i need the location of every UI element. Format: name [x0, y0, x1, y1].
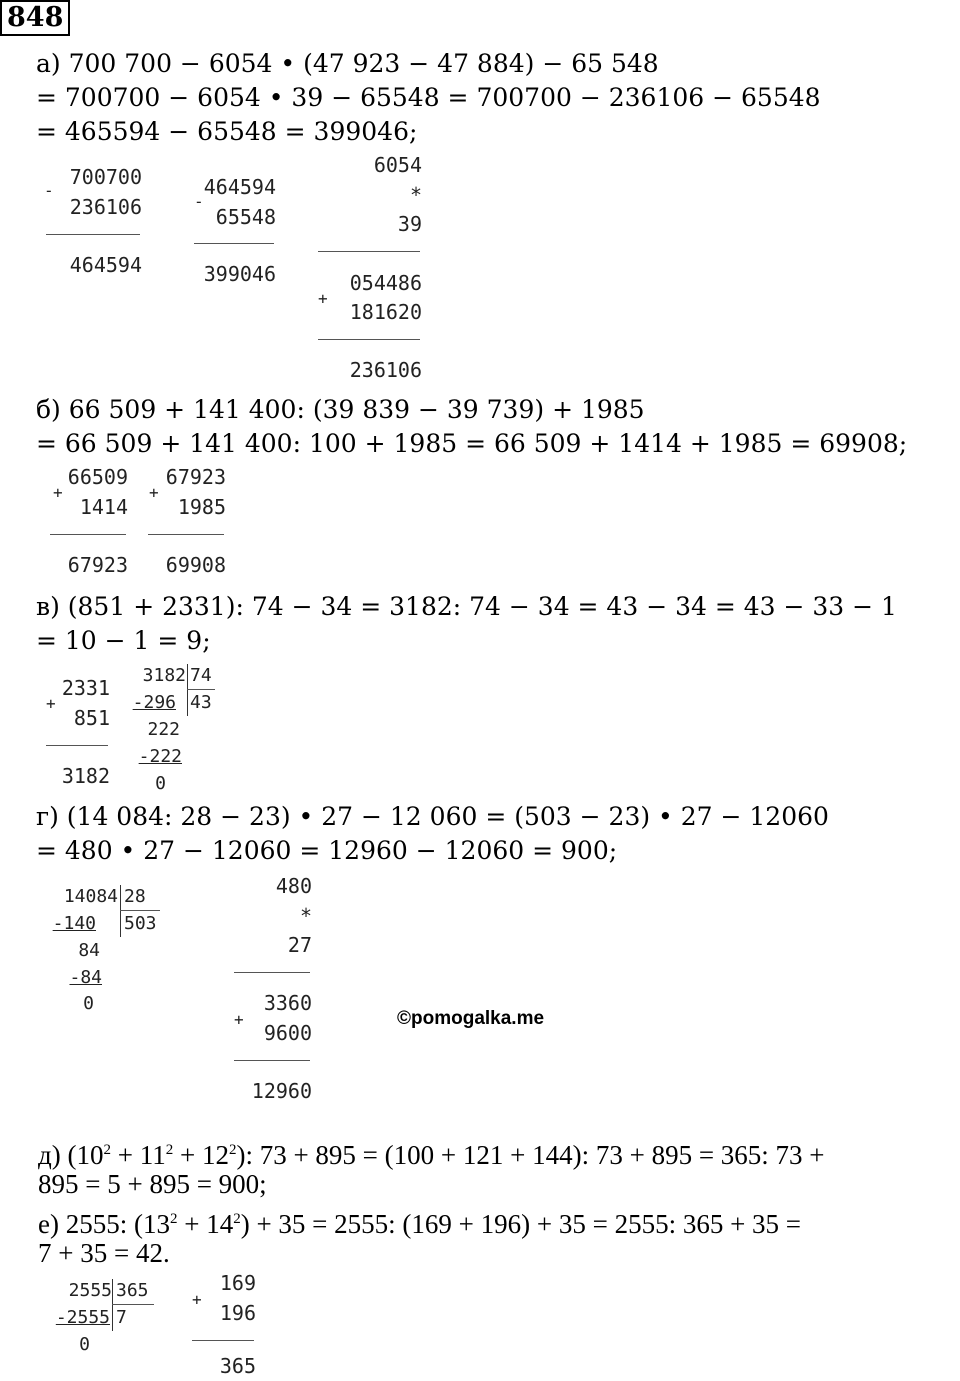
- result: 464594: [69, 253, 142, 277]
- operand: 851: [73, 706, 110, 730]
- remainder-step: 84: [78, 940, 100, 961]
- operand: 236106: [69, 195, 142, 219]
- watermark: ©pomogalka.me: [397, 1008, 545, 1029]
- part-g-line-2: = 480 • 27 − 12060 = 12960 − 12060 = 900;: [36, 836, 618, 865]
- subtrahend: -2555: [55, 1307, 110, 1328]
- result: 3182: [61, 764, 110, 788]
- part-g-line-1: г) (14 084: 28 − 23) • 27 − 12 060 = (503 − 23) • 27 − 12060: [36, 802, 829, 831]
- operand: 2331: [61, 676, 110, 700]
- remainder: 0: [83, 993, 94, 1014]
- remainder: 0: [79, 1334, 90, 1355]
- quotient: 503: [124, 913, 157, 934]
- divisor: 365: [116, 1280, 149, 1301]
- dividend: 2555: [68, 1280, 112, 1301]
- divisor: 74: [190, 665, 212, 686]
- part-a-line-1: а) 700 700 − 6054 • (47 923 − 47 884) − 65 548: [36, 49, 659, 78]
- remainder-step: 222: [147, 719, 180, 740]
- remainder: 0: [155, 773, 166, 794]
- operand: 67923: [165, 465, 226, 489]
- part-e-line-2: 7 + 35 = 42.: [38, 1238, 170, 1268]
- result: 67923: [67, 553, 128, 577]
- part-e-line-1: е) 2555: $(13^2 + 14^2) + 35 = 2555$: (169 + 196) + 35 = 2555: 365 + 35 =: [38, 1209, 802, 1239]
- part-a-line-2: = 700700 − 6054 • 39 − 65548 = 700700 − 236106 − 65548: [36, 83, 821, 112]
- result: 12960: [251, 1079, 312, 1103]
- subtrahend: -140: [52, 913, 96, 934]
- multiply-sign: *: [299, 904, 312, 928]
- subtrahend: -84: [69, 967, 102, 988]
- part-v-line-1: в) (851 + 2331): 74 − 34 = 3182: 74 − 34 = 43 − 34 = 43 − 33 − 1: [36, 592, 897, 621]
- part-d-line-1: д) $(10^2 + 11^2 + 12^2)$: 73 + 895 = (100 + 121 + 144): 73 + 895 = 365: 73 +: [38, 1140, 825, 1170]
- result: 236106: [349, 358, 422, 382]
- multiply-sign: *: [409, 183, 422, 207]
- operand: 6054: [373, 153, 422, 177]
- operand: 196: [219, 1301, 256, 1325]
- subtrahend: -296: [132, 692, 176, 713]
- part-b-line-2: = 66 509 + 141 400: 100 + 1985 = 66 509 + 1414 + 1985 = 69908;: [36, 429, 908, 458]
- result: 365: [219, 1354, 256, 1378]
- operand: 65548: [215, 205, 276, 229]
- quotient: 7: [116, 1307, 127, 1328]
- operand: 66509: [67, 465, 128, 489]
- operand: 1414: [79, 495, 128, 519]
- result: 399046: [203, 262, 276, 286]
- operand: 700700: [69, 165, 142, 189]
- operand: 1985: [177, 495, 226, 519]
- partial-product: 181620: [349, 300, 422, 324]
- quotient: 43: [190, 692, 212, 713]
- result: 69908: [165, 553, 226, 577]
- dividend: 3182: [142, 665, 186, 686]
- part-b-line-1: б) 66 509 + 141 400: (39 839 − 39 739) + 1985: [36, 395, 645, 424]
- dividend: 14084: [63, 886, 118, 907]
- operand: 39: [397, 212, 422, 236]
- subtrahend: -222: [138, 746, 182, 767]
- problem-number: 848: [0, 0, 70, 36]
- operand: 464594: [203, 175, 276, 199]
- partial-product: 054486: [349, 271, 422, 295]
- divisor: 28: [124, 886, 146, 907]
- operand: 480: [275, 874, 312, 898]
- partial-product: 3360: [263, 991, 312, 1015]
- operand: 169: [219, 1271, 256, 1295]
- partial-product: 9600: [263, 1021, 312, 1045]
- part-d-line-2: 895 = 5 + 895 = 900;: [38, 1169, 267, 1199]
- part-a-line-3: = 465594 − 65548 = 399046;: [36, 117, 418, 146]
- operand: 27: [287, 933, 312, 957]
- part-v-line-2: = 10 − 1 = 9;: [36, 626, 211, 655]
